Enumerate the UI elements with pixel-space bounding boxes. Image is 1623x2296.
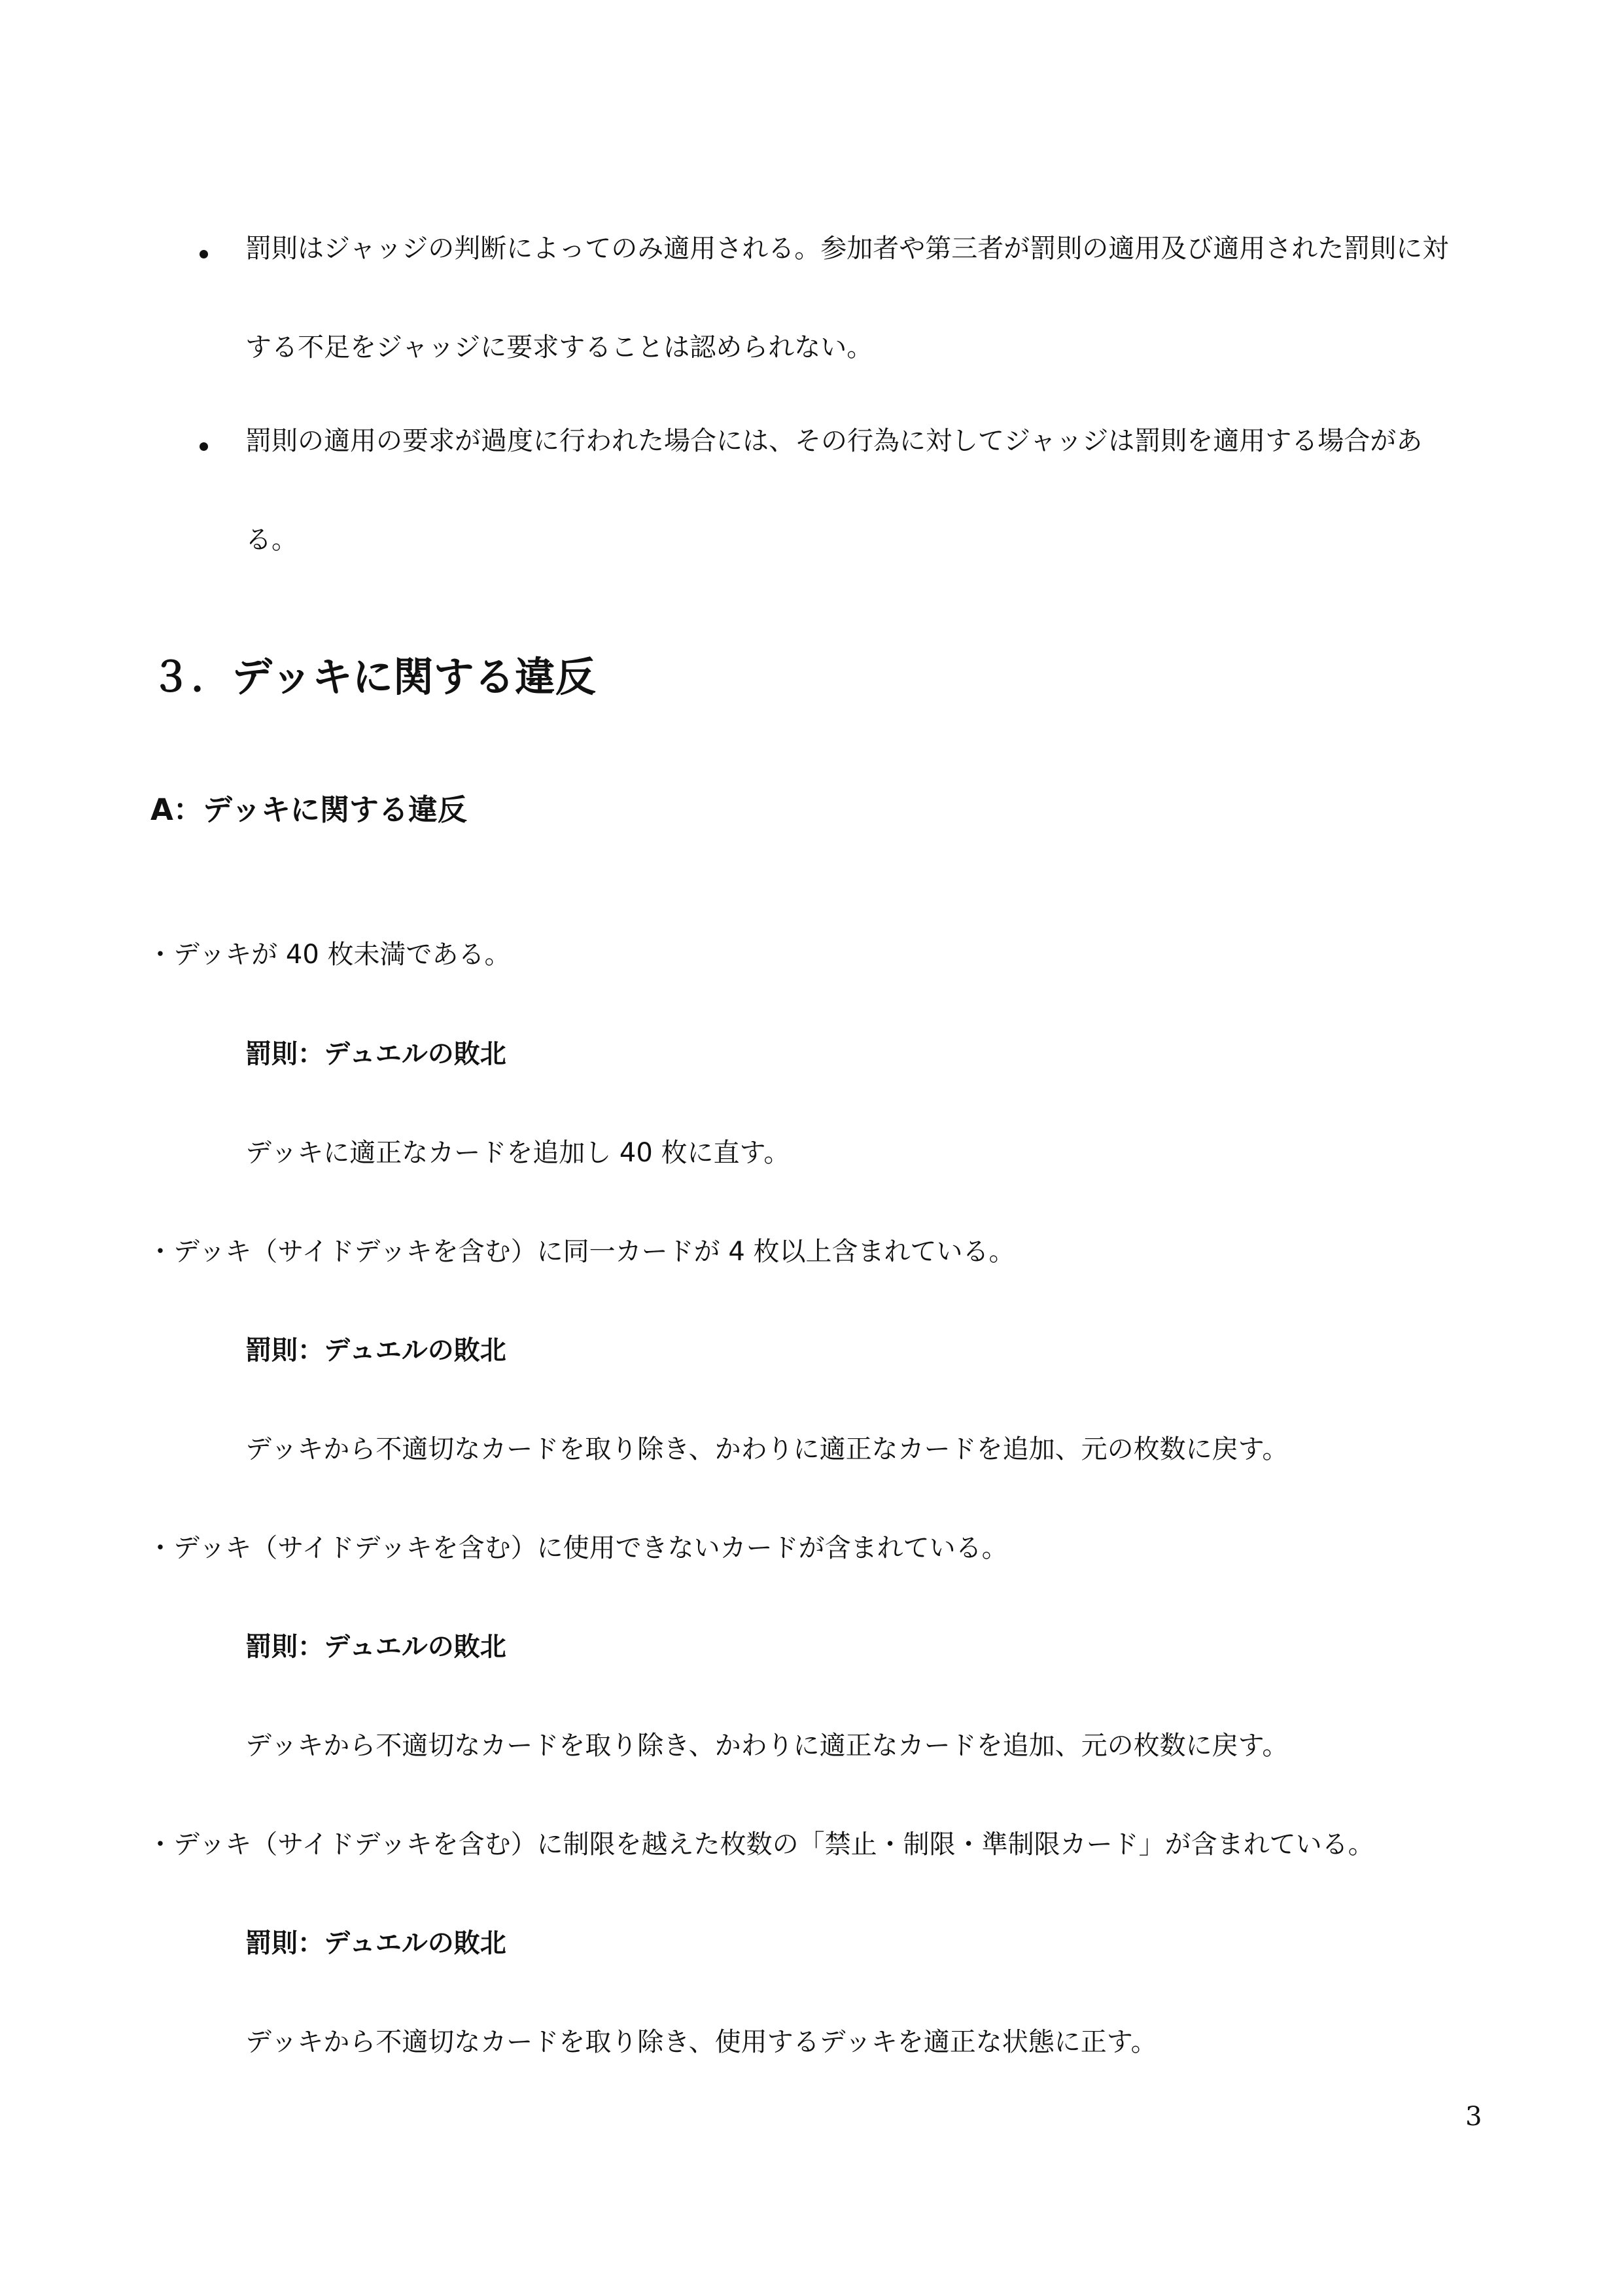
violation-2-penalty: 罰則：デュエルの敗北 <box>245 1335 506 1366</box>
violation-3-remedy: デッキから不適切なカードを取り除き、かわりに適正なカードを追加、元の枚数に戻す。 <box>245 1731 1289 1761</box>
violation-2-remedy: デッキから不適切なカードを取り除き、かわりに適正なカードを追加、元の枚数に戻す。 <box>245 1434 1289 1464</box>
bullet-1-line-2: する不足をジャッジに要求することは認められない。 <box>245 332 873 362</box>
violation-2-text: ・デッキ（サイドデッキを含む）に同一カードが 4 枚以上含まれている。 <box>147 1237 1015 1267</box>
section-subtitle: A：デッキに関する違反 <box>150 792 467 827</box>
section-title: ３．デッキに関する違反 <box>150 653 596 701</box>
bullet-1-line-1: 罰則はジャッジの判断によってのみ適用される。参加者や第三者が罰則の適用及び適用された罰則に対 <box>245 234 1449 264</box>
bullet-dot-icon <box>200 250 208 258</box>
violation-3-penalty: 罰則：デュエルの敗北 <box>245 1632 506 1662</box>
violation-3-text: ・デッキ（サイドデッキを含む）に使用できないカードが含まれている。 <box>147 1533 1008 1563</box>
bullet-2-line-1: 罰則の適用の要求が過度に行われた場合には、その行為に対してジャッジは罰則を適用する場合があ <box>245 426 1423 456</box>
violation-1-penalty: 罰則：デュエルの敗北 <box>245 1039 506 1069</box>
bullet-dot-icon <box>200 442 208 451</box>
page-number: 3 <box>1465 2102 1482 2132</box>
violation-4-penalty: 罰則：デュエルの敗北 <box>245 1928 506 1958</box>
violation-4-text: ・デッキ（サイドデッキを含む）に制限を越えた枚数の「禁止・制限・準制限カード」が含まれている。 <box>147 1829 1374 1860</box>
bullet-2-line-2: る。 <box>245 525 298 555</box>
violation-4-remedy: デッキから不適切なカードを取り除き、使用するデッキを適正な状態に正す。 <box>245 2027 1157 2057</box>
violation-1-text: ・デッキが 40 枚未満である。 <box>147 940 511 970</box>
violation-1-remedy: デッキに適正なカードを追加し 40 枚に直す。 <box>245 1138 790 1168</box>
